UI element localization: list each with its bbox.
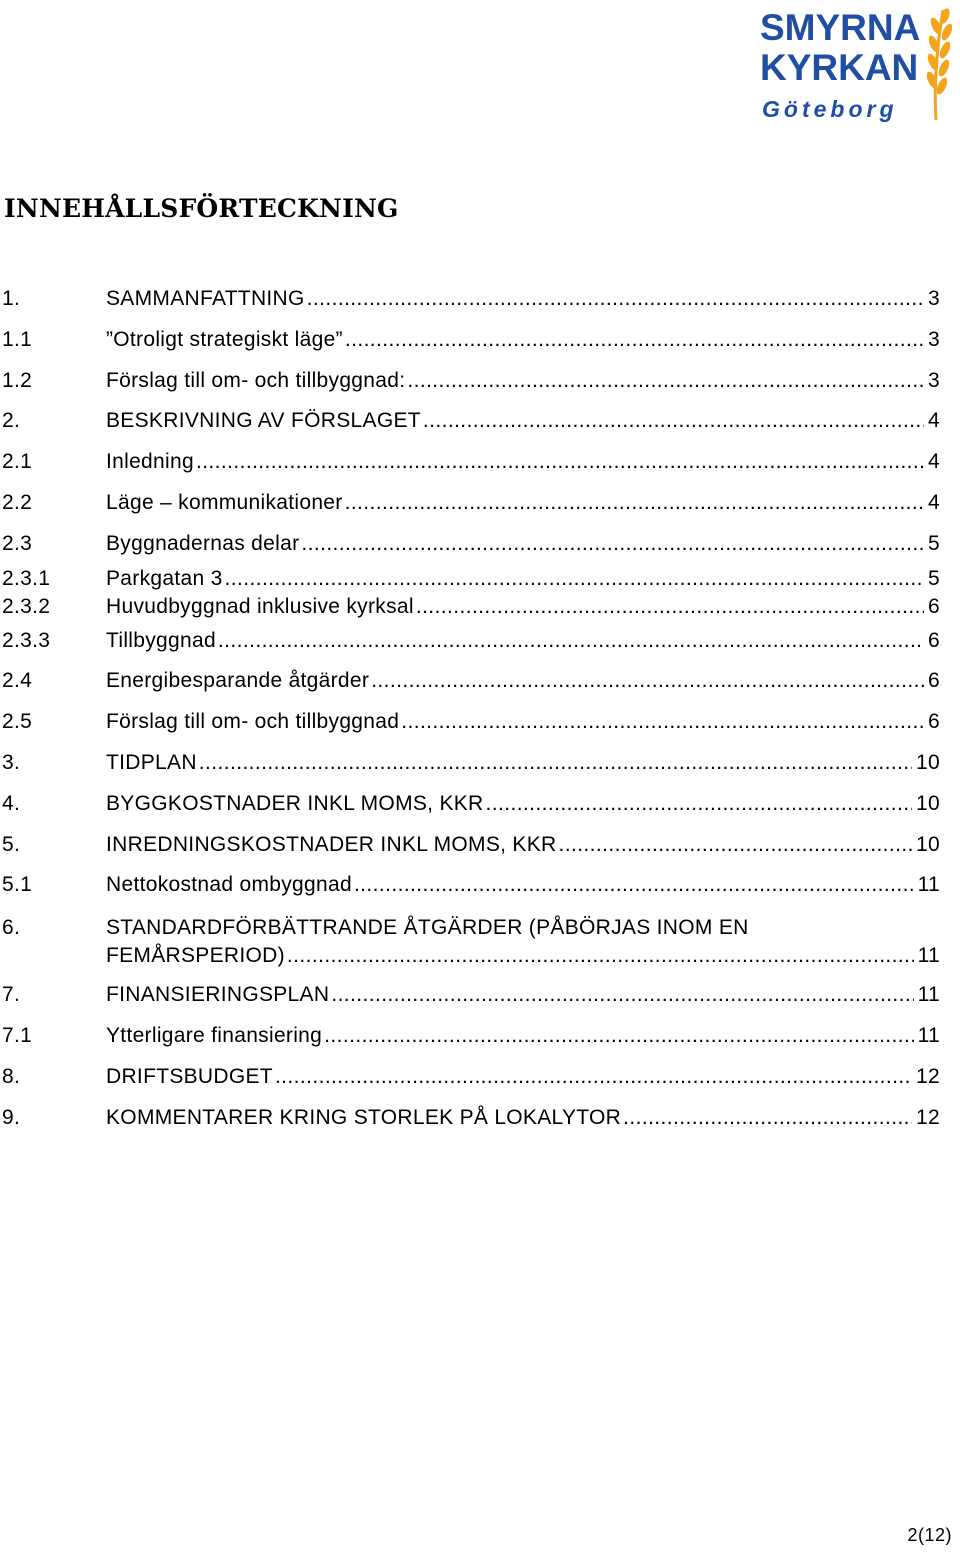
toc-entry[interactable] bbox=[0, 483, 960, 524]
toc-entry-number: 2.3 bbox=[2, 531, 33, 555]
toc-entry[interactable] bbox=[0, 565, 960, 593]
toc-entry-number: 6. bbox=[2, 916, 21, 940]
toc-entry-text: Läge – kommunikationer bbox=[106, 490, 343, 514]
toc-entry-number: 5. bbox=[2, 832, 21, 856]
toc-entry-text: Ytterligare finansiering bbox=[106, 1023, 323, 1047]
toc-entry-number: 1.1 bbox=[2, 327, 33, 351]
dot-leader bbox=[225, 565, 924, 593]
toc-entry[interactable] bbox=[0, 524, 960, 565]
logo-line-3: Göteborg bbox=[762, 96, 898, 122]
toc-entry-page: 11 bbox=[917, 944, 940, 968]
toc-entry-number: 2.3.2 bbox=[2, 594, 51, 618]
toc-entry-page: 4 bbox=[928, 409, 940, 433]
toc-entry[interactable] bbox=[0, 593, 960, 621]
logo-graphic bbox=[740, 2, 952, 128]
toc-entry-number: 2.3.3 bbox=[2, 628, 51, 652]
toc-entry-number: 2.1 bbox=[2, 450, 33, 474]
toc-entry-page: 3 bbox=[928, 368, 940, 392]
wheat-icon bbox=[925, 7, 952, 120]
toc-entry-number: 2. bbox=[2, 409, 21, 433]
dot-leader bbox=[307, 279, 924, 320]
toc-entry[interactable] bbox=[0, 1057, 960, 1098]
toc-entry[interactable] bbox=[0, 401, 960, 442]
toc-entry-page: 10 bbox=[916, 832, 940, 856]
toc-entry-number: 2.2 bbox=[2, 490, 33, 514]
toc-entry-page: 3 bbox=[928, 287, 940, 310]
toc-entry-page: 11 bbox=[917, 873, 940, 897]
toc-entry-page: 3 bbox=[928, 327, 940, 351]
toc-entry-page: 11 bbox=[917, 983, 940, 1007]
logo-line-1: SMYRNA bbox=[760, 7, 921, 48]
dot-leader bbox=[416, 593, 924, 621]
toc-entry-number: 9. bbox=[2, 1105, 21, 1129]
dot-leader bbox=[345, 483, 924, 524]
toc-entry-number: 2.4 bbox=[2, 669, 33, 693]
toc-entry-page: 6 bbox=[928, 628, 940, 652]
toc-entry-number: 3. bbox=[2, 750, 21, 774]
toc-entry-text: Huvudbyggnad inklusive kyrksal bbox=[106, 594, 414, 618]
page-indicator: 2(12) bbox=[907, 1525, 952, 1545]
toc-entry[interactable] bbox=[0, 320, 960, 361]
toc-entry-number: 7. bbox=[2, 983, 21, 1007]
dot-leader bbox=[345, 320, 924, 361]
toc-entry-number: 5.1 bbox=[2, 873, 33, 897]
dot-leader bbox=[301, 524, 924, 565]
toc-entry-text: Energibesparande åtgärder bbox=[106, 669, 370, 693]
smyrna-kyrkan-logo bbox=[740, 2, 952, 128]
toc-entry[interactable] bbox=[0, 743, 960, 784]
dot-leader bbox=[423, 401, 924, 442]
toc-entry-number: 7.1 bbox=[2, 1023, 33, 1047]
dot-leader bbox=[558, 825, 912, 866]
toc-entry-number: 1. bbox=[2, 287, 21, 310]
toc-entry[interactable] bbox=[0, 865, 960, 906]
toc-entry-number: 4. bbox=[2, 791, 21, 815]
toc-entry-page: 6 bbox=[928, 669, 940, 693]
toc-entry-number: 1.2 bbox=[2, 368, 33, 392]
dot-leader bbox=[324, 1016, 913, 1057]
toc-entry-text: Förslag till om- och tillbyggnad: bbox=[106, 368, 406, 392]
dot-leader bbox=[623, 1098, 912, 1139]
dot-leader bbox=[275, 1057, 912, 1098]
toc-entry[interactable] bbox=[0, 361, 960, 402]
toc-entry-text: BYGGKOSTNADER INKL MOMS, KKR bbox=[106, 791, 484, 815]
toc-entry[interactable] bbox=[0, 661, 960, 702]
toc-entry-text-continued: FEMÅRSPERIOD) bbox=[106, 944, 285, 968]
toc-entry-text: BESKRIVNING AV FÖRSLAGET bbox=[106, 409, 421, 433]
toc-entry-text: Inledning bbox=[106, 450, 194, 474]
toc-entry-page: 10 bbox=[916, 791, 940, 815]
toc-entry-page: 6 bbox=[928, 710, 940, 734]
toc-entry-text: SAMMANFATTNING bbox=[106, 287, 305, 310]
dot-leader bbox=[331, 975, 913, 1016]
toc-entry-text: Tillbyggnad bbox=[106, 628, 216, 652]
dot-leader bbox=[371, 661, 924, 702]
dot-leader bbox=[486, 784, 913, 825]
toc-entry-text: FINANSIERINGSPLAN bbox=[106, 983, 330, 1007]
table-of-contents bbox=[0, 279, 960, 1138]
toc-entry-text: Förslag till om- och tillbyggnad bbox=[106, 710, 400, 734]
toc-entry-text: Parkgatan 3 bbox=[106, 566, 223, 590]
toc-entry-page: 12 bbox=[916, 1105, 940, 1129]
toc-entry-text: ”Otroligt strategiskt läge” bbox=[106, 327, 343, 351]
toc-entry-page: 5 bbox=[928, 566, 940, 590]
dot-leader bbox=[196, 442, 924, 483]
dot-leader bbox=[401, 702, 924, 743]
toc-entry-page: 4 bbox=[928, 490, 940, 514]
toc-entry-page: 12 bbox=[916, 1064, 940, 1088]
toc-entry-page: 5 bbox=[928, 531, 940, 555]
toc-entry[interactable] bbox=[0, 279, 960, 320]
dot-leader bbox=[218, 621, 924, 662]
toc-entry-number: 8. bbox=[2, 1064, 21, 1088]
toc-entry-page: 6 bbox=[928, 594, 940, 618]
dot-leader bbox=[407, 361, 924, 402]
toc-entry[interactable] bbox=[0, 906, 960, 975]
dot-leader bbox=[287, 942, 914, 970]
logo-line-2: KYRKAN bbox=[760, 47, 919, 88]
toc-title: INNEHÅLLSFÖRTECKNING bbox=[4, 194, 399, 223]
toc-entry[interactable] bbox=[0, 621, 960, 662]
toc-entry-text: KOMMENTARER KRING STORLEK PÅ LOKALYTOR bbox=[106, 1105, 622, 1129]
toc-entry[interactable] bbox=[0, 442, 960, 483]
dot-leader bbox=[199, 743, 912, 784]
toc-entry-text: Nettokostnad ombyggnad bbox=[106, 873, 352, 897]
toc-entry[interactable] bbox=[0, 825, 960, 866]
toc-entry-number: 2.3.1 bbox=[2, 566, 51, 590]
toc-entry-page: 10 bbox=[916, 750, 940, 774]
toc-entry-page: 4 bbox=[928, 450, 940, 474]
toc-entry[interactable] bbox=[0, 702, 960, 743]
toc-entry-text: Byggnadernas delar bbox=[106, 531, 300, 555]
toc-entry[interactable] bbox=[0, 1098, 960, 1139]
toc-entry-number: 2.5 bbox=[2, 710, 33, 734]
toc-entry[interactable] bbox=[0, 784, 960, 825]
toc-entry-page: 11 bbox=[917, 1023, 940, 1047]
toc-entry-text: INREDNINGSKOSTNADER INKL MOMS, KKR bbox=[106, 832, 557, 856]
toc-entry[interactable] bbox=[0, 975, 960, 1016]
toc-entry-text: STANDARDFÖRBÄTTRANDE ÅTGÄRDER (PÅBÖRJAS INOM EN bbox=[106, 916, 749, 940]
toc-entry[interactable] bbox=[0, 1016, 960, 1057]
dot-leader bbox=[354, 865, 914, 906]
toc-entry-text: DRIFTSBUDGET bbox=[106, 1064, 273, 1088]
toc-entry-text: TIDPLAN bbox=[106, 750, 197, 774]
